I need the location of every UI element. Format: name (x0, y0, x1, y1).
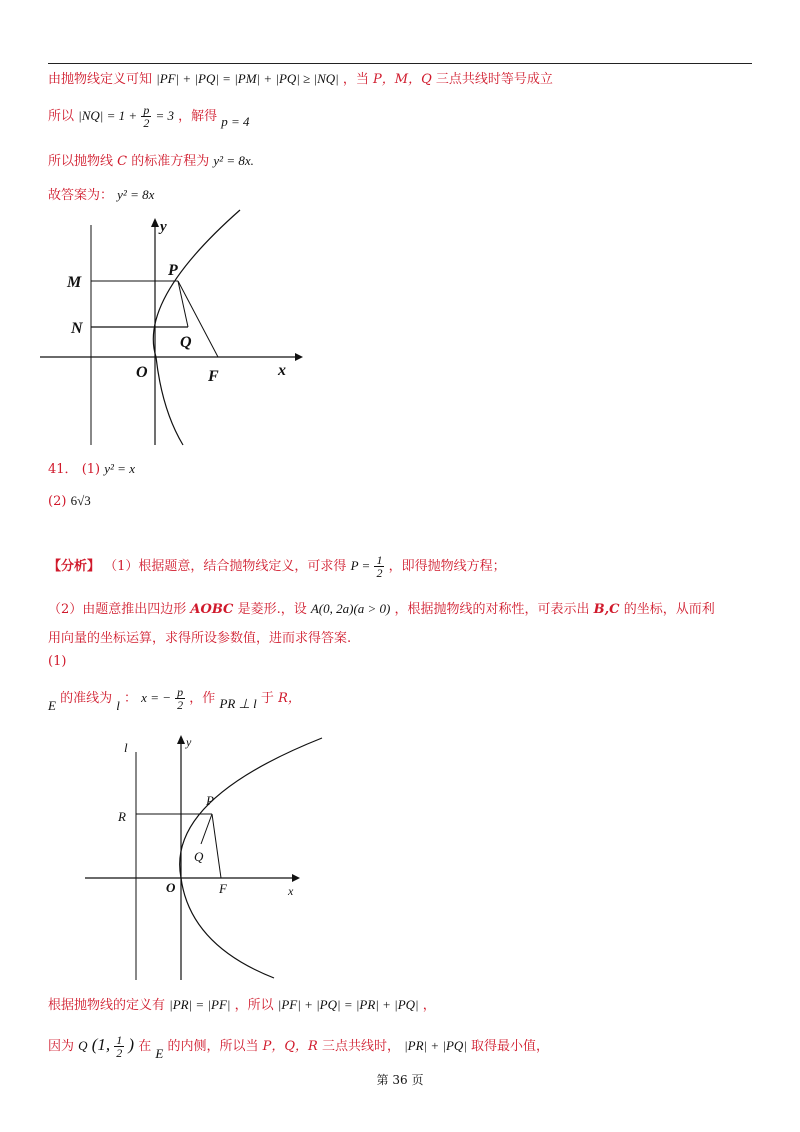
math-expr: = 3 (155, 108, 174, 123)
text: 所以 (48, 109, 75, 124)
figure-2 (80, 730, 340, 985)
frac-den: 2 (143, 116, 150, 130)
frac-num: p (177, 685, 184, 699)
math-points: P，M，Q (373, 72, 432, 87)
text: ， (422, 998, 436, 1013)
fraction (374, 554, 384, 579)
label-x: x (278, 362, 286, 379)
label-y: y (186, 735, 192, 749)
analysis-tag: 【分析】 (48, 559, 101, 574)
text: ： (124, 691, 138, 706)
math-points: P，Q，R (262, 1039, 318, 1054)
y-axis-arrow (177, 735, 185, 744)
math-expr: x = − (141, 690, 171, 705)
text: 的准线为 (60, 691, 113, 706)
math-expr: (1, (91, 1035, 111, 1054)
frac-num: p (143, 103, 150, 117)
text: ，作 (189, 691, 216, 706)
label-R: R (118, 809, 126, 824)
x-axis-arrow (295, 353, 303, 361)
math-expr: y² = 8x (117, 187, 155, 202)
text: ，即得抛物线方程； (388, 559, 506, 574)
math-expr: |PR| + |PQ| (404, 1038, 467, 1053)
analysis-line-1 (48, 554, 506, 579)
text: 在 (138, 1039, 152, 1054)
text-line-3 (48, 150, 254, 169)
directrix-line-text (48, 686, 301, 711)
page-footer: 第 36 页 (376, 1073, 424, 1087)
label-O: O (136, 364, 148, 381)
math-expr: |PR| = |PF| (169, 997, 231, 1012)
text: 由抛物线定义可知 (48, 72, 153, 87)
frac-den: 2 (376, 566, 383, 580)
text: （1）根据题意，结合抛物线定义，可求得 (104, 559, 347, 574)
part-label: (1) (81, 462, 101, 477)
text: ，根据抛物线的对称性，可表示出 (394, 602, 590, 617)
fraction (175, 686, 185, 711)
segment-PF (212, 814, 221, 878)
question-number: 41． (48, 462, 78, 477)
text-line-1 (48, 68, 553, 87)
segment-PQ (178, 281, 188, 327)
math-var: E (48, 698, 56, 713)
label-M: M (67, 274, 82, 291)
text: 所以抛物线 (48, 154, 114, 169)
math-var: C (117, 154, 128, 169)
text: 的内侧，所以当 (167, 1039, 259, 1054)
segment-PQ (201, 814, 212, 844)
analysis-line-3 (48, 627, 351, 646)
text: 根据抛物线的定义有 (48, 998, 166, 1013)
q41-line-1 (48, 458, 135, 477)
math-expr: y² = 8x. (213, 153, 254, 168)
math-expr: |PF| + |PQ| = |PR| + |PQ| (277, 997, 419, 1012)
label-x: x (288, 884, 294, 898)
label-P: P (168, 262, 178, 279)
frac-num: 1 (376, 553, 383, 567)
answer-2: 6√3 (70, 493, 91, 508)
text: 于 (260, 691, 274, 706)
label-F: F (208, 368, 219, 385)
text: ，所以 (234, 998, 274, 1013)
q41-line-2 (48, 493, 91, 509)
y-axis-arrow (151, 218, 159, 227)
math-var: Q (78, 1038, 88, 1053)
label-O: O (166, 880, 176, 895)
fraction (141, 104, 151, 129)
text: 三点共线时等号成立 (435, 72, 553, 87)
conclusion-line (48, 1034, 549, 1059)
math-var: B,C (593, 602, 620, 617)
label-N: N (71, 320, 83, 337)
label-Q: Q (194, 849, 204, 864)
text: 因为 (48, 1039, 75, 1054)
math-expr: |PF| + |PQ| = |PM| + |PQ| ≥ |NQ| (156, 71, 339, 86)
label-P: P (206, 793, 214, 808)
header-rule (48, 63, 752, 64)
text-line-4 (48, 184, 154, 203)
frac-num: 1 (116, 1033, 123, 1047)
label-F: F (219, 881, 227, 896)
text: ，当 (342, 72, 369, 87)
label-Q: Q (180, 334, 192, 351)
frac-den: 2 (116, 1046, 123, 1060)
text: 的标准方程为 (131, 154, 210, 169)
answer-1: y² = x (104, 461, 135, 476)
math-expr: p = 4 (221, 114, 250, 129)
math-var: R， (278, 691, 301, 706)
text: 三点共线时， (321, 1039, 400, 1054)
definition-line (48, 994, 436, 1013)
fraction (114, 1034, 124, 1059)
math-expr: P = (350, 558, 371, 573)
math-expr: PR ⊥ l (219, 696, 257, 711)
part-label: (2) (48, 494, 67, 509)
text: 故答案为： (48, 188, 114, 203)
label-l: l (124, 740, 128, 755)
math-expr: A(0, 2a)(a > 0) (310, 601, 391, 616)
text: (1) (48, 654, 67, 669)
math-var: l (116, 698, 120, 713)
label-y: y (160, 219, 167, 235)
text: 用向量的坐标运算，求得所设参数值，进而求得答案. (48, 631, 352, 646)
math-var: E (155, 1046, 164, 1061)
analysis-line-2 (48, 598, 715, 617)
text: （2）由题意推出四边形 (48, 602, 187, 617)
text: 是菱形.，设 (237, 602, 307, 617)
math-expr: ) (128, 1035, 135, 1054)
text: 的坐标，从而利 (623, 602, 715, 617)
math-var: AOBC (190, 602, 234, 617)
frac-den: 2 (177, 698, 184, 712)
figure-1 (40, 205, 310, 450)
math-expr: |NQ| = 1 + (78, 108, 138, 123)
part1-label (48, 654, 66, 669)
text: 取得最小值， (471, 1039, 550, 1054)
text-line-2 (48, 104, 250, 129)
x-axis-arrow (292, 874, 300, 882)
text: ，解得 (178, 109, 218, 124)
